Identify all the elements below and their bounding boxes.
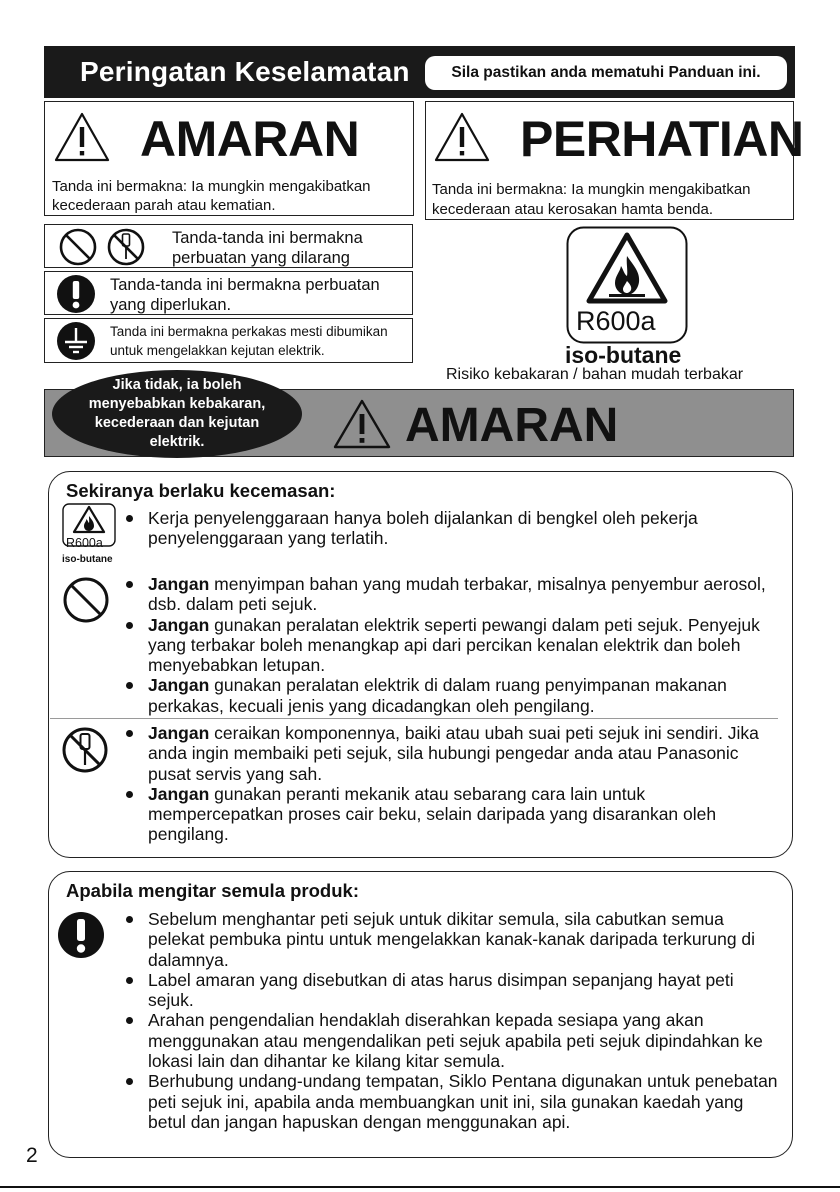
refrigerant-code-label: R600a [576, 306, 656, 336]
bullet-text: Sebelum menghantar peti sejuk untuk dikitar semula, sila cabutkan semua pelekat pembuka pintu untuk mengelakkan kanak-kanak daripada terkurung di dalamnya. [148, 909, 756, 970]
list-item [124, 909, 784, 970]
mandatory-action-icon [56, 274, 96, 314]
warning-desc-line1: Tanda ini bermakna: Ia mungkin mengakibatkan [52, 178, 371, 195]
page-title: Peringatan Keselamatan [80, 56, 410, 87]
bullet-text: Kerja penyelenggaraan hanya boleh dijalankan di bengkel oleh pekerja penyelenggaraan yang terlatih. [148, 508, 698, 549]
prohibition-icon [58, 227, 98, 267]
caution-triangle-icon [433, 111, 491, 163]
bullet-lead-word: Jangan [148, 675, 210, 696]
legend-ground-line1: Tanda ini bermakna perkakas mesti dibumikan [110, 324, 388, 339]
band-warning-word: AMARAN [405, 399, 619, 452]
legend-required-line1: Tanda-tanda ini bermakna perbuatan [110, 276, 380, 294]
consequence-oval: Jika tidak, ia boleh menyebabkan kebakaran, kecederaan dan kejutan elektrik. [52, 370, 302, 458]
emergency-group-1 [124, 508, 784, 549]
bullet-text: gunakan peralatan elektrik seperti pewangi dalam peti sejuk. Penyejuk yang terbakar boleh menangkap api dari percikan kenalan elektrik dan boleh menyebabkan letupan. [148, 614, 760, 676]
caution-desc-line1: Tanda ini bermakna: Ia mungkin mengakibatkan [432, 181, 751, 198]
caution-desc-line2: kecederaan atau kerosakan hamta benda. [432, 201, 714, 218]
list-item [124, 508, 784, 549]
band-warning-triangle-icon [332, 398, 392, 450]
list-item [124, 1010, 784, 1071]
list-item [124, 615, 784, 676]
earth-ground-icon [56, 321, 96, 361]
emergency-group-3 [124, 723, 784, 845]
no-disassembly-icon [106, 227, 146, 267]
bullet-lead-word: Jangan [148, 783, 210, 804]
bullet-lead-word: Jangan [148, 614, 210, 635]
recycle-section-title: Apabila mengitar semula produk: [66, 880, 359, 901]
small-refrigerant-name: iso-butane [62, 554, 113, 565]
legend-prohibited-line2: perbuatan yang dilarang [172, 249, 350, 267]
warning-desc-line2: kecederaan parah atau kematian. [52, 197, 276, 214]
prohibition-icon-2 [62, 576, 110, 624]
refrigerant-name: iso-butane [565, 342, 682, 368]
refrigerant-risk-text: Risiko kebakaran / bahan mudah terbakar [446, 366, 744, 383]
warning-word: AMARAN [140, 111, 360, 167]
mandatory-action-icon-2 [57, 911, 105, 959]
emergency-group-2 [124, 574, 784, 716]
bottom-rule [0, 1186, 840, 1188]
list-item [124, 970, 784, 1011]
recycle-list [124, 909, 784, 1132]
emergency-section-title: Sekiranya berlaku kecemasan: [66, 480, 336, 501]
bullet-text: gunakan peralatan elektrik di dalam ruang penyimpanan makanan perkakas, kecuali jenis yang dicadangkan oleh pengilang. [148, 675, 727, 716]
bullet-text: Berhubung undang-undang tempatan, Siklo Pentana digunakan untuk penebatan peti sejuk ini, apabila anda membuangkan unit ini, sila gunakan kaedah yang betul dan jangan hapuskan dengan menggunakan api. [148, 1071, 778, 1132]
small-refrigerant-code-label: R600a [66, 536, 103, 550]
bullet-lead-word: Jangan [148, 723, 210, 743]
caution-word: PERHATIAN [520, 111, 804, 167]
warning-triangle-icon [53, 111, 111, 163]
no-disassembly-icon-2 [60, 725, 110, 775]
list-item [124, 784, 784, 845]
legend-ground-line2: untuk mengelakkan kejutan elektrik. [110, 343, 325, 358]
header-note: Sila pastikan anda mematuhi Panduan ini. [425, 56, 787, 90]
bullet-text: gunakan peranti mekanik atau sebarang cara lain untuk mempercepatkan proses cair beku, selain daripada yang disarankan oleh pengilang. [148, 783, 717, 845]
bullet-text: Arahan pengendalian hendaklah diserahkan kepada sesiapa yang akan menggunakan atau mengendalikan peti sejuk apabila peti sejuk dipindahkan ke lokasi lain dan dihantar ke kilang kitar semula. [148, 1010, 763, 1072]
bullet-text: menyimpan bahan yang mudah terbakar, misalnya penyembur aerosol, dsb. dalam peti sejuk. [148, 574, 766, 615]
legend-prohibited-line1: Tanda-tanda ini bermakna [172, 229, 363, 247]
list-item [124, 723, 784, 784]
list-item [124, 574, 784, 615]
list-item [124, 675, 784, 716]
legend-required-line2: yang diperlukan. [110, 296, 232, 314]
emergency-divider [50, 718, 778, 719]
bullet-text: Label amaran yang disebutkan di atas harus disimpan sepanjang hayat peti sejuk. [148, 969, 734, 1011]
bullet-lead-word: Jangan [148, 574, 210, 594]
bullet-text: ceraikan komponennya, baiki atau ubah suai peti sejuk ini sendiri. Jika anda ingin membaiki peti sejuk, sila hubungi pengedar anda atau Panasonic pusat servis yang sah. [148, 723, 759, 784]
page-number: 2 [26, 1144, 38, 1167]
list-item [124, 1071, 784, 1132]
